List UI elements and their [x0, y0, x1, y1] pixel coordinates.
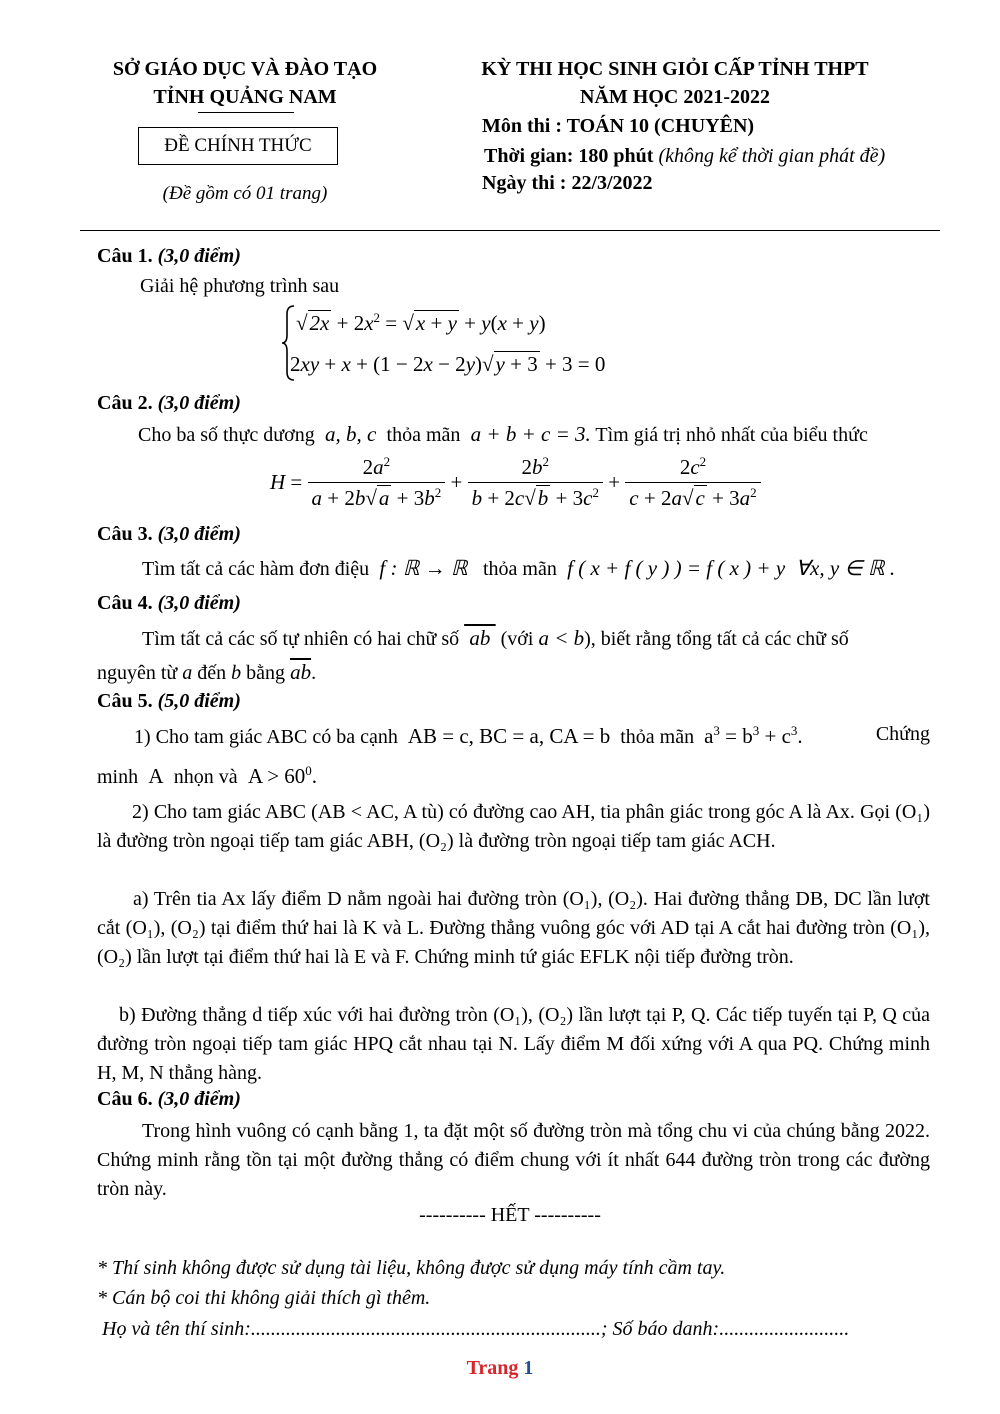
question-5-part-2a: a) Trên tia Ax lấy điểm D nằm ngoài hai đường tròn (O₁), (O₂). Hai đường thẳng DB, DC lần lượt cắt (O₁), (O₂) tại điểm thứ hai là K và L. Đường thẳng vuông góc với AD tại A cắt hai đường tròn (O₁), (O₂) lần lượt tại điểm thứ hai là E và F. Chứng minh tứ giác EFLK nội tiếp đường tròn.: [97, 888, 930, 968]
school-year: NĂM HỌC 2021-2022: [580, 86, 770, 108]
time-label: Thời gian: 180 phút: [484, 145, 654, 167]
question-5-part-2: 2) Cho tam giác ABC (AB < AC, A tù) có đường cao AH, tia phân giác trong góc A là Ax. Gọi (O₁) là đường tròn ngoại tiếp tam giác ABH, (O₂) là đường tròn ngoại tiếp tam giác ACH.: [97, 801, 930, 852]
official-exam-box: ĐỀ CHÍNH THỨC: [138, 127, 338, 165]
footer-note-1: * Thí sinh không được sử dụng tài liệu, không được sử dụng máy tính cầm tay.: [97, 1257, 726, 1279]
candidate-info-line: Họ và tên thí sinh:......................................................................; Số báo danh:..........................: [97, 1318, 850, 1340]
question-6-text: Trong hình vuông có cạnh bằng 1, ta đặt một số đường tròn mà tổng chu vi của chúng bằng 2022. Chứng minh rằng tồn tại một đường thẳng có điểm chung với ít nhất 644 đường tròn trong các đường tròn này.: [97, 1120, 930, 1200]
equation-2: 2xy + x + (1 − 2x − 2y)√y + 3 + 3 = 0: [290, 352, 606, 376]
page-label: Trang: [466, 1357, 519, 1379]
time-note: (không kể thời gian phát đề): [658, 145, 886, 167]
question-3-heading: Câu 3. (3,0 điểm): [97, 523, 241, 545]
footer-note-2: * Cán bộ coi thi không giải thích gì thêm.: [97, 1287, 431, 1309]
end-mark: ---------- HẾT ----------: [419, 1204, 601, 1226]
question-5-part-1-line-1: 1) Cho tam giác ABC có ba cạnh AB = c, BC = a, CA = b thỏa mãn $a^3 = b^3 + c^3$. Chứng: [134, 723, 930, 748]
question-5-part-2b: b) Đường thẳng d tiếp xúc với hai đường tròn (O₁), (O₂) lần lượt tại P, Q. Các tiếp tuyến tại P, Q của đường tròn ngoại tiếp tam giác HPQ cắt nhau tại N. Lấy điểm M đối xứng với A qua PQ. Chứng minh H, M, N thẳng hàng.: [97, 1004, 930, 1084]
question-2-text: Cho ba số thực dương a, b, c thỏa mãn a + b + c = 3. Tìm giá trị nhỏ nhất của biểu thức: [138, 422, 868, 446]
question-5-part-1-line-2: minh A nhọn và $A > 60^0$.: [97, 763, 318, 788]
question-1-heading: Câu 1. (3,0 điểm): [97, 245, 241, 267]
question-4-heading: Câu 4. (3,0 điểm): [97, 592, 241, 614]
header-divider: [80, 230, 940, 231]
department-name: SỞ GIÁO DỤC VÀ ĐÀO TẠO: [112, 58, 378, 80]
equation-1: $√2x + 2x^2 = √x + y + y(x + y)$: [296, 310, 546, 335]
exam-title: KỲ THI HỌC SINH GIỎI CẤP TỈNH THPT: [481, 58, 869, 80]
province-name: TỈNH QUẢNG NAM: [153, 86, 337, 108]
variables-abc: a, b, c: [319, 422, 382, 446]
question-5-heading: Câu 5. (5,0 điểm): [97, 690, 241, 712]
header-underline: [198, 112, 294, 113]
question-4-line-2: nguyên từ a đến b bằng $\overline{ab}$.: [97, 660, 317, 684]
functional-equation: f ( x + f ( y ) ) = f ( x ) + y ∀x, y ∈ ℝ .: [561, 556, 896, 580]
question-6-heading: Câu 6. (3,0 điểm): [97, 1088, 241, 1110]
question-4-line-1: Tìm tất cả các số tự nhiên có hai chữ số ab (với a < b), biết rằng tổng tất cả các chữ số: [142, 626, 849, 650]
page-footer: [0, 1357, 1000, 1380]
page-number: 1: [523, 1357, 534, 1379]
question-1-text: Giải hệ phương trình sau: [140, 275, 340, 297]
exam-time: [484, 145, 885, 168]
question-2-heading: Câu 2. (3,0 điểm): [97, 392, 241, 414]
expression-H: H = $\frac{2a^2}{a + 2b√a + 3b^2}$ + $\frac{2b^2}{b + 2c√b + 3c^2}$ + $\frac{2c^2}{c + 2a√c + 3a^2}$: [270, 454, 761, 511]
pages-note: (Đề gồm có 01 trang): [162, 183, 328, 204]
constraint: a + b + c = 3.: [465, 422, 591, 446]
question-3-text: Tìm tất cả các hàm đơn điệu f : ℝ → ℝ thỏa mãn f ( x + f ( y ) ) = f ( x ) + y ∀x, y ∈ ℝ .: [142, 556, 896, 580]
function-mapping: f : ℝ → ℝ: [374, 556, 478, 580]
exam-date: Ngày thi : 22/3/2022: [482, 172, 653, 194]
subject: Môn thi : TOÁN 10 (CHUYÊN): [482, 115, 755, 137]
